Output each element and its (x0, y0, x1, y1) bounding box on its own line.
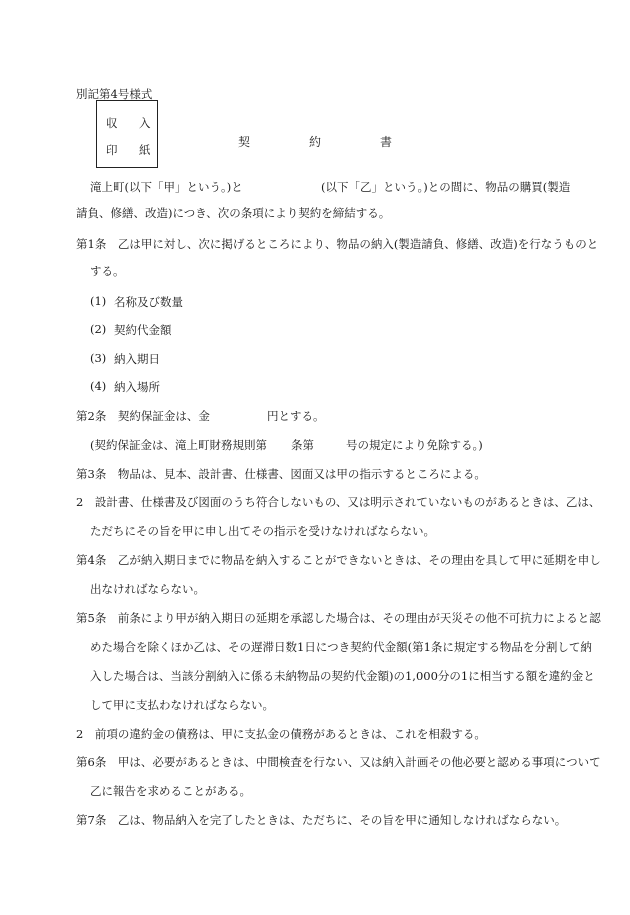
article-1-line: 第1条 乙は甲に対し、次に掲げるところにより、物品の納入(製造請負、修繕、改造)を行なうものと (76, 237, 599, 251)
list-item-number: (1) (90, 294, 107, 308)
intro-line: (以下「乙」という。)との間に、物品の購買(製造 (321, 180, 571, 194)
document-title-char: 書 (380, 135, 393, 149)
article-5-line: めた場合を除くほか乙は、その遅滞日数1日につき契約代金額(第1条に規定する物品を分割して納 (90, 640, 592, 654)
article-3-line: 第3条 物品は、見本、設計書、仕様書、図面又は甲の指示するところによる。 (76, 467, 486, 481)
list-item-label: 契約代金額 (114, 323, 172, 337)
article-6-line: 第6条 甲は、必要があるときは、中間検査を行ない、又は納入計画その他必要と認める事項について (76, 755, 601, 769)
article-5-line: 入した場合は、当該分割納入に係る未納物品の契約代金額)の1,000分の1に相当する額を違約金と (90, 669, 595, 683)
article-2-line: 第2条 契約保証金は、金 (76, 409, 210, 423)
article-2-line: 円とする。 (267, 409, 325, 423)
intro-line: 滝上町(以下「甲」という。)と (90, 180, 243, 194)
article-3-line: ただちにその旨を甲に申し出てその指示を受けなければならない。 (90, 524, 435, 538)
list-item-label: 名称及び数量 (114, 295, 183, 309)
article-2-line: (契約保証金は、滝上町財務規則第 (90, 438, 267, 452)
article-5-line: して甲に支払わなければならない。 (90, 698, 274, 712)
list-item-number: (2) (90, 322, 107, 336)
article-6-line: 乙に報告を求めることがある。 (90, 784, 251, 798)
stamp-char: 収 (106, 116, 118, 130)
stamp-char: 紙 (139, 143, 151, 157)
article-7-line: 第7条 乙は、物品納入を完了したときは、ただちに、その旨を甲に通知しなければならない。 (76, 813, 567, 827)
article-4-line: 第4条 乙が納入期日までに物品を納入することができないときは、その理由を具して甲に延期を申し (76, 553, 601, 567)
form-label: 別記第4号様式 (76, 87, 153, 101)
list-item-label: 納入場所 (114, 380, 160, 394)
stamp-char: 入 (139, 116, 151, 130)
article-5-line: 2 前項の違約金の債務は、甲に支払金の債務があるときは、これを相殺する。 (76, 727, 486, 741)
article-2-line: 条第 (291, 438, 314, 452)
article-2-line: 号の規定により免除する。) (346, 438, 483, 452)
revenue-stamp-box (96, 100, 158, 168)
document-title-char: 契 (238, 135, 251, 149)
article-3-line: 2 設計書、仕様書及び図面のうち符合しないもの、又は明示されていないものがあるときは、乙は、 (76, 495, 601, 509)
list-item-number: (4) (90, 379, 107, 393)
intro-line: 請負、修繕、改造)につき、次の条項により契約を締結する。 (76, 206, 391, 220)
list-item-number: (3) (90, 351, 107, 365)
stamp-char: 印 (106, 143, 118, 157)
article-5-line: 第5条 前条により甲が納入期日の延期を承認した場合は、その理由が天災その他不可抗力によると認 (76, 611, 601, 625)
document-title-char: 約 (309, 135, 322, 149)
article-4-line: 出なければならない。 (90, 582, 205, 596)
list-item-label: 納入期日 (114, 352, 160, 366)
article-1-line: する。 (90, 264, 125, 278)
